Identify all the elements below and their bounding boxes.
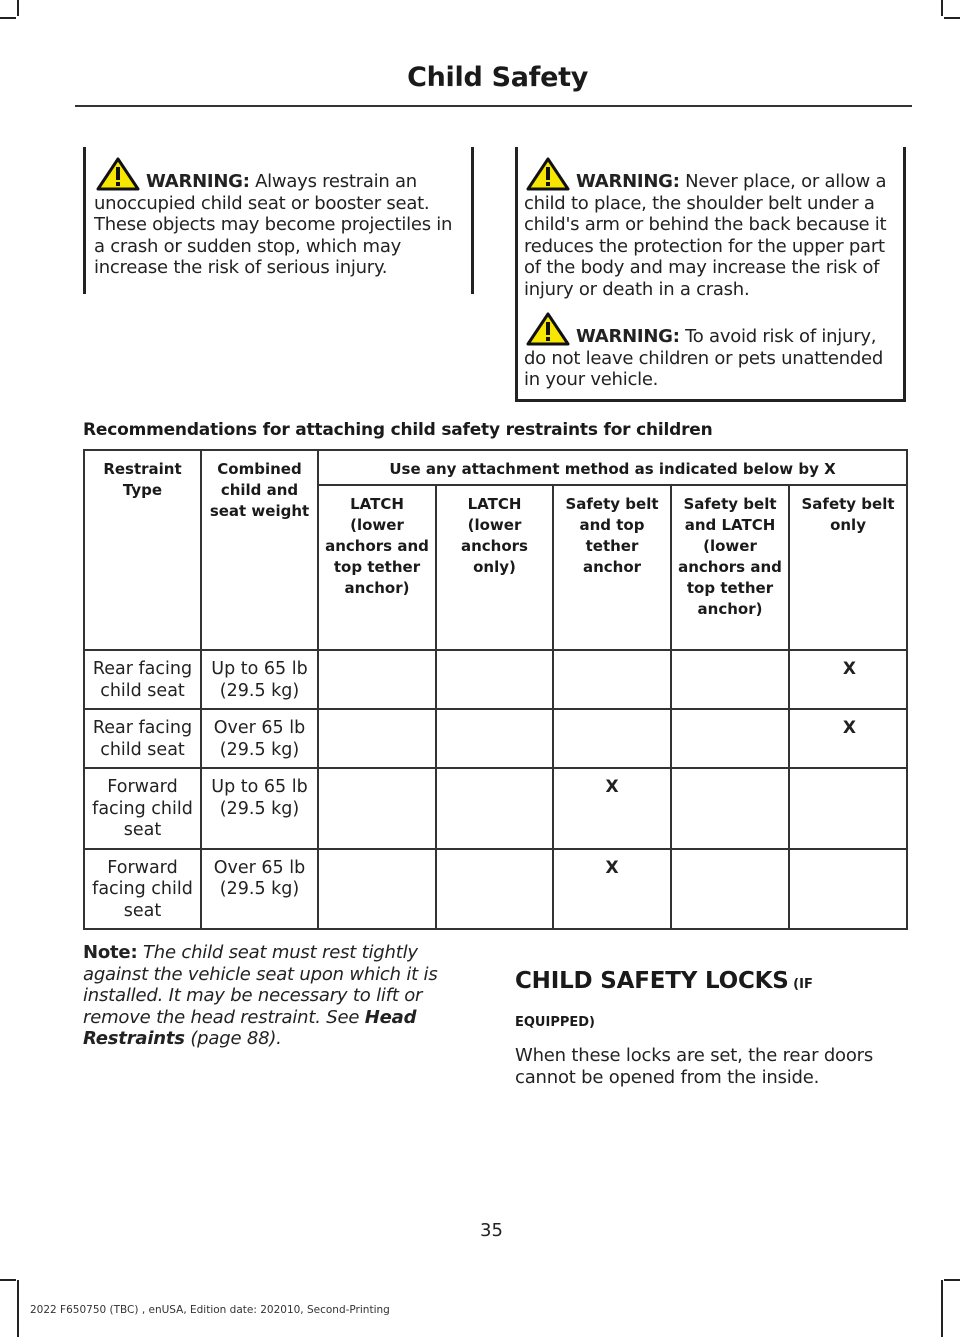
method-mark-cell xyxy=(318,650,436,709)
method-mark-cell xyxy=(318,709,436,768)
table-row xyxy=(84,849,907,930)
locks-title: CHILD SAFETY LOCKS xyxy=(515,968,789,994)
method-mark-cell xyxy=(671,709,789,768)
table-row xyxy=(84,709,907,768)
header-method-belt-tether: Safety belt and top tether anchor xyxy=(553,485,671,650)
header-restraint-type: Restraint Type xyxy=(84,450,201,650)
warning-box-restrain-seat xyxy=(83,147,474,294)
edition-footer: 2022 F650750 (TBC) , enUSA, Edition date: 202010, Second-Printing xyxy=(30,1304,390,1316)
method-mark-cell xyxy=(553,650,671,709)
warning-triangle-icon xyxy=(526,157,570,191)
warning-box-shoulder-belt xyxy=(515,147,906,402)
header-method-latch-tether: LATCH (lower anchors and top tether anchor) xyxy=(318,485,436,650)
crop-mark xyxy=(17,1280,19,1337)
table-heading: Recommendations for attaching child safety restraints for children xyxy=(83,420,713,440)
header-method-latch-only: LATCH (lower anchors only) xyxy=(436,485,553,650)
child-safety-locks-body: When these locks are set, the rear doors cannot be opened from the inside. xyxy=(515,1045,874,1088)
method-mark-cell xyxy=(436,650,553,709)
weight-cell: Over 65 lb (29.5 kg) xyxy=(201,849,318,930)
header-weight: Combined child and seat weight xyxy=(201,450,318,650)
warning-label: WARNING: xyxy=(576,326,680,347)
method-mark-cell xyxy=(436,849,553,930)
restraint-type-cell: Forward facing child seat xyxy=(84,849,201,930)
page-number: 35 xyxy=(480,1220,503,1241)
weight-cell: Up to 65 lb (29.5 kg) xyxy=(201,768,318,849)
method-mark-cell: X xyxy=(553,768,671,849)
warning-label: WARNING: xyxy=(146,171,250,192)
method-mark-cell xyxy=(671,650,789,709)
header-method-belt-latch: Safety belt and LATCH (lower anchors and top tether anchor) xyxy=(671,485,789,650)
head-restraints-link[interactable]: Head Restraints xyxy=(83,1006,417,1049)
locks-qualifier: (IF EQUIPPED) xyxy=(515,977,813,1030)
weight-cell: Over 65 lb (29.5 kg) xyxy=(201,709,318,768)
method-mark-cell: X xyxy=(553,849,671,930)
header-attachment-group: Use any attachment method as indicated below by X xyxy=(318,450,907,485)
warning-text: Always restrain an unoccupied child seat or booster seat. These objects may become projectiles in a crash or sudden stop, which may increase the risk of serious injury. xyxy=(94,171,453,278)
method-mark-cell xyxy=(436,709,553,768)
method-mark-cell xyxy=(318,849,436,930)
page-title: Child Safety xyxy=(407,62,588,93)
table-row xyxy=(84,768,907,849)
note-label: Note: xyxy=(83,942,138,963)
warning-paragraph xyxy=(94,157,463,279)
crop-mark xyxy=(944,17,960,19)
crop-mark xyxy=(944,1279,960,1281)
method-mark-cell xyxy=(436,768,553,849)
warning-paragraph xyxy=(524,312,895,391)
method-mark-cell xyxy=(789,849,907,930)
crop-mark xyxy=(941,0,943,16)
table-row xyxy=(84,650,907,709)
warning-paragraph xyxy=(524,157,895,300)
warning-text: Never place, or allow a child to place, the shoulder belt under a child's arm or behind the back because it reduces the protection for the upper part of the body and may increase the risk of injury or death in a crash. xyxy=(524,171,887,300)
crop-mark xyxy=(17,0,19,16)
method-mark-cell xyxy=(553,709,671,768)
warning-triangle-icon xyxy=(96,157,140,191)
method-mark-cell xyxy=(671,849,789,930)
restraint-type-cell: Rear facing child seat xyxy=(84,650,201,709)
method-mark-cell xyxy=(318,768,436,849)
restraint-recommendations-table xyxy=(83,449,908,930)
header-method-belt-only: Safety belt only xyxy=(789,485,907,650)
crop-mark xyxy=(0,1279,16,1281)
title-divider xyxy=(75,105,912,107)
warning-text: To avoid risk of injury, do not leave children or pets unattended in your vehicle. xyxy=(524,326,884,390)
crop-mark xyxy=(0,17,16,19)
note-text: The child seat must rest tightly against the vehicle seat upon which it is installed. It may be necessary to lift or remove the head restraint. See xyxy=(83,942,438,1028)
method-mark-cell: X xyxy=(789,650,907,709)
method-mark-cell xyxy=(789,768,907,849)
method-mark-cell: X xyxy=(789,709,907,768)
method-mark-cell xyxy=(671,768,789,849)
crop-mark xyxy=(941,1280,943,1337)
note-paragraph xyxy=(83,942,463,1050)
child-safety-locks-heading xyxy=(515,963,895,1041)
warning-triangle-icon xyxy=(526,312,570,346)
restraint-type-cell: Forward facing child seat xyxy=(84,768,201,849)
warning-label: WARNING: xyxy=(576,171,680,192)
weight-cell: Up to 65 lb (29.5 kg) xyxy=(201,650,318,709)
note-page-reference: (page 88). xyxy=(184,1028,282,1049)
restraint-type-cell: Rear facing child seat xyxy=(84,709,201,768)
